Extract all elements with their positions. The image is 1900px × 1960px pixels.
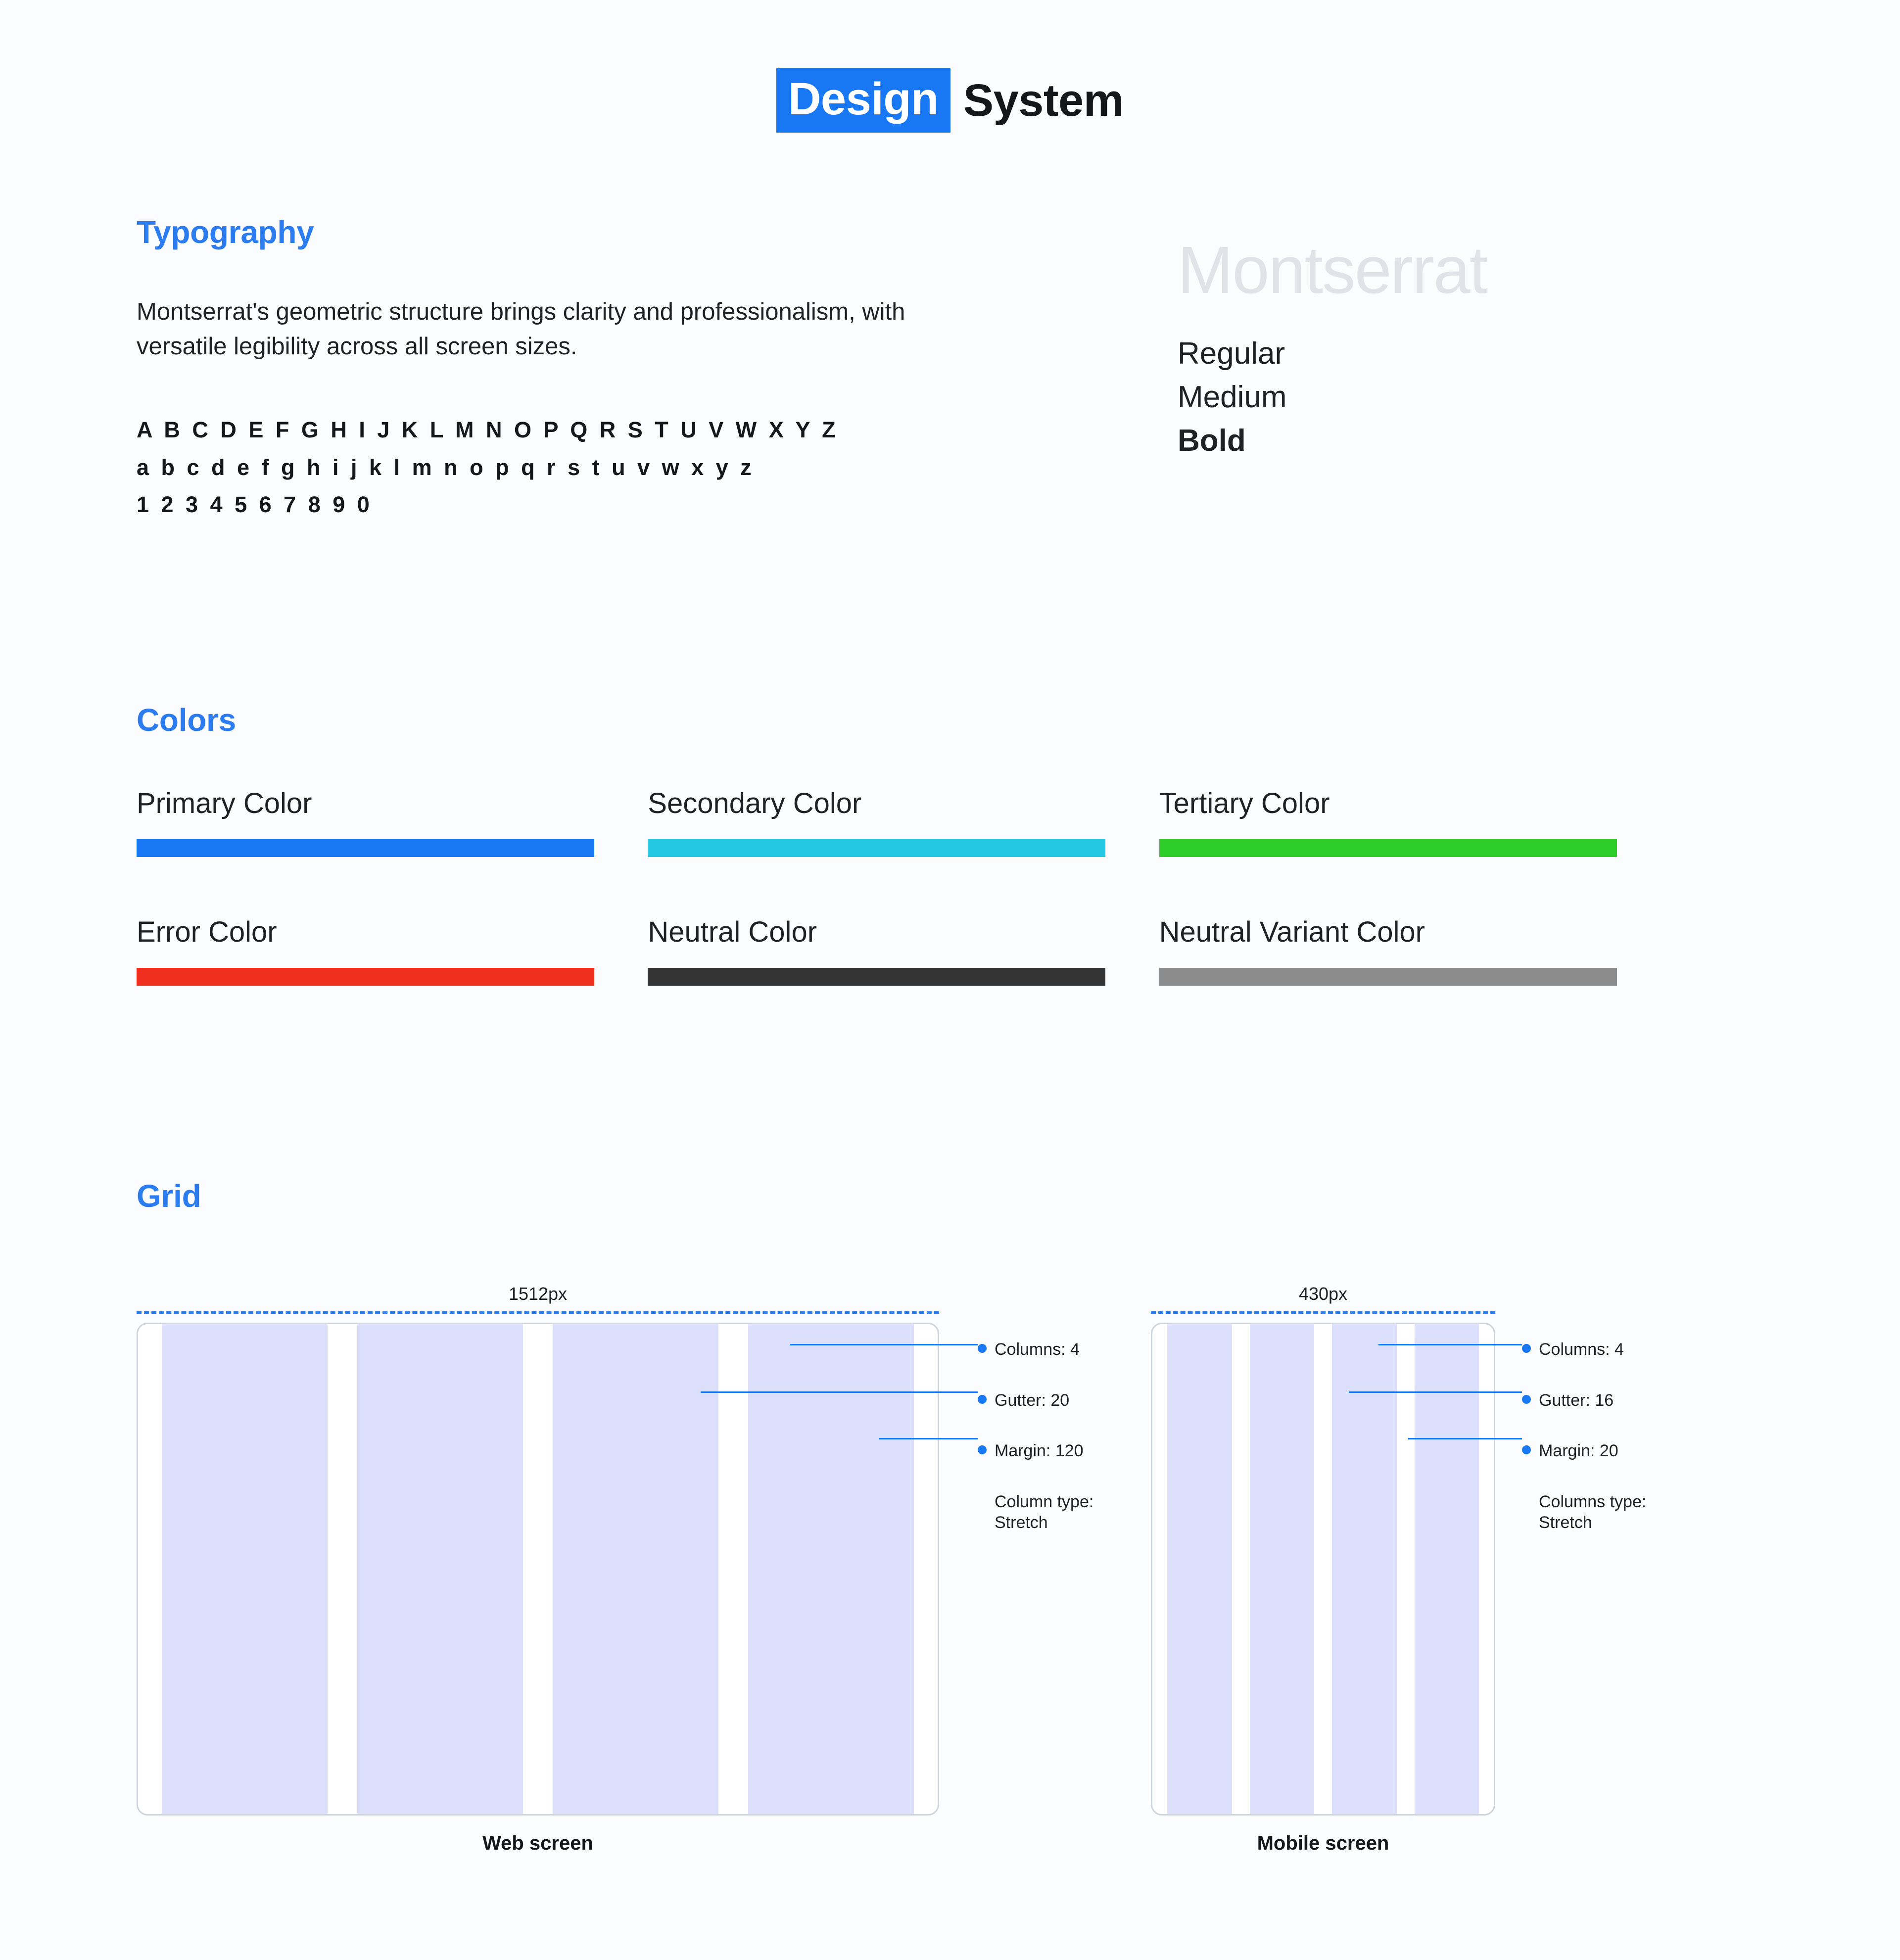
glyphs-uppercase: A B C D E F G H I J K L M N O P Q R S T U V W X Y Z	[137, 417, 839, 443]
typography-description: Montserrat's geometric structure brings clarity and professionalism, with versatile legibility across all screen sizes.	[137, 298, 905, 360]
color-label: Tertiary Color	[1159, 787, 1330, 819]
bullet-dot-icon	[978, 1395, 987, 1404]
color-swatch	[1159, 788, 1627, 857]
logo-highlight: Design	[776, 68, 950, 133]
web-width-label: 1512px	[508, 1284, 568, 1304]
color-bar	[1159, 968, 1617, 986]
color-swatch	[648, 788, 1115, 857]
color-bar	[137, 839, 594, 857]
grid-column	[357, 1324, 523, 1814]
color-swatch	[137, 788, 604, 857]
color-label: Primary Color	[137, 787, 312, 819]
page-header	[0, 0, 1900, 133]
font-showcase	[1178, 233, 1791, 463]
mobile-leader-line-gutter	[1349, 1391, 1522, 1393]
logo-rest: System	[963, 75, 1124, 126]
color-swatch-grid	[137, 788, 1670, 986]
typography-section	[137, 214, 978, 524]
mobile-grid-specs	[1522, 1339, 1868, 1563]
web-screen-caption: Web screen	[482, 1832, 593, 1854]
bullet-dot-icon	[978, 1445, 987, 1454]
grid-column	[162, 1324, 328, 1814]
color-label: Neutral Color	[648, 915, 817, 948]
bullet-dot-icon	[1522, 1344, 1531, 1353]
web-spec-gutter-text: Gutter: 20	[995, 1390, 1070, 1410]
grid-column	[1332, 1324, 1397, 1814]
logo	[776, 68, 1124, 133]
grid-section	[137, 1178, 1769, 1902]
font-family-name: Montserrat	[1178, 233, 1487, 307]
font-weight-list	[1178, 332, 1791, 463]
grid-title: Grid	[137, 1178, 201, 1214]
mobile-width-guide	[1151, 1311, 1495, 1314]
font-weight-regular: Regular	[1178, 336, 1285, 371]
bullet-dot-icon	[1522, 1445, 1531, 1454]
font-weight-bold: Bold	[1178, 424, 1246, 458]
web-leader-line-gutter	[701, 1391, 978, 1393]
web-grid-specs	[978, 1339, 1324, 1563]
bullet-dot-icon	[1522, 1395, 1531, 1404]
web-spec-column-type	[978, 1491, 1324, 1533]
mobile-spec-gutter-text: Gutter: 16	[1539, 1390, 1614, 1410]
mobile-screen-caption: Mobile screen	[1257, 1832, 1389, 1854]
glyphs-lowercase: a b c d e f g h i j k l m n o p q r s t u v w x y z	[137, 454, 755, 480]
web-spec-columns-text: Columns: 4	[995, 1340, 1080, 1359]
web-width-guide	[137, 1311, 939, 1314]
typography-title: Typography	[137, 214, 314, 250]
web-screen-frame	[137, 1323, 939, 1816]
mobile-leader-line-margin	[1408, 1438, 1522, 1439]
mobile-spec-gutter	[1522, 1390, 1868, 1411]
mobile-column-type-value: Stretch	[1539, 1513, 1592, 1532]
web-leader-line-columns	[790, 1344, 978, 1345]
glyph-specimen	[137, 411, 978, 524]
mobile-leader-line-columns	[1378, 1344, 1522, 1345]
mobile-spec-margin	[1522, 1440, 1868, 1462]
mobile-width-label: 430px	[1298, 1284, 1348, 1304]
grid-column	[553, 1324, 718, 1814]
web-spec-margin-text: Margin: 120	[995, 1441, 1084, 1460]
mobile-spec-columns-text: Columns: 4	[1539, 1340, 1624, 1359]
font-weight-medium: Medium	[1178, 380, 1287, 415]
grid-column	[1415, 1324, 1479, 1814]
color-swatch	[137, 916, 604, 986]
web-column-type-label: Column type:	[995, 1492, 1094, 1511]
color-swatch	[648, 916, 1115, 986]
web-leader-line-margin	[879, 1438, 978, 1439]
colors-title: Colors	[137, 702, 236, 738]
web-screen-block	[137, 1284, 939, 1855]
colors-section	[137, 702, 1670, 986]
web-column-type-value: Stretch	[995, 1513, 1048, 1532]
web-spec-columns	[978, 1339, 1324, 1360]
color-label: Error Color	[137, 915, 277, 948]
web-spec-margin	[978, 1440, 1324, 1462]
grid-column	[748, 1324, 914, 1814]
color-label: Secondary Color	[648, 787, 862, 819]
mobile-column-type-label: Columns type:	[1539, 1492, 1647, 1511]
mobile-spec-margin-text: Margin: 20	[1539, 1441, 1618, 1460]
color-bar	[648, 968, 1105, 986]
mobile-spec-column-type	[1522, 1491, 1868, 1533]
mobile-spec-columns	[1522, 1339, 1868, 1360]
grid-diagrams	[137, 1284, 1769, 1902]
web-spec-gutter	[978, 1390, 1324, 1411]
glyphs-numerals: 1 2 3 4 5 6 7 8 9 0	[137, 492, 373, 518]
color-label: Neutral Variant Color	[1159, 915, 1425, 948]
color-bar	[137, 968, 594, 986]
color-bar	[1159, 839, 1617, 857]
color-swatch	[1159, 916, 1627, 986]
bullet-dot-icon	[978, 1344, 987, 1353]
color-bar	[648, 839, 1105, 857]
